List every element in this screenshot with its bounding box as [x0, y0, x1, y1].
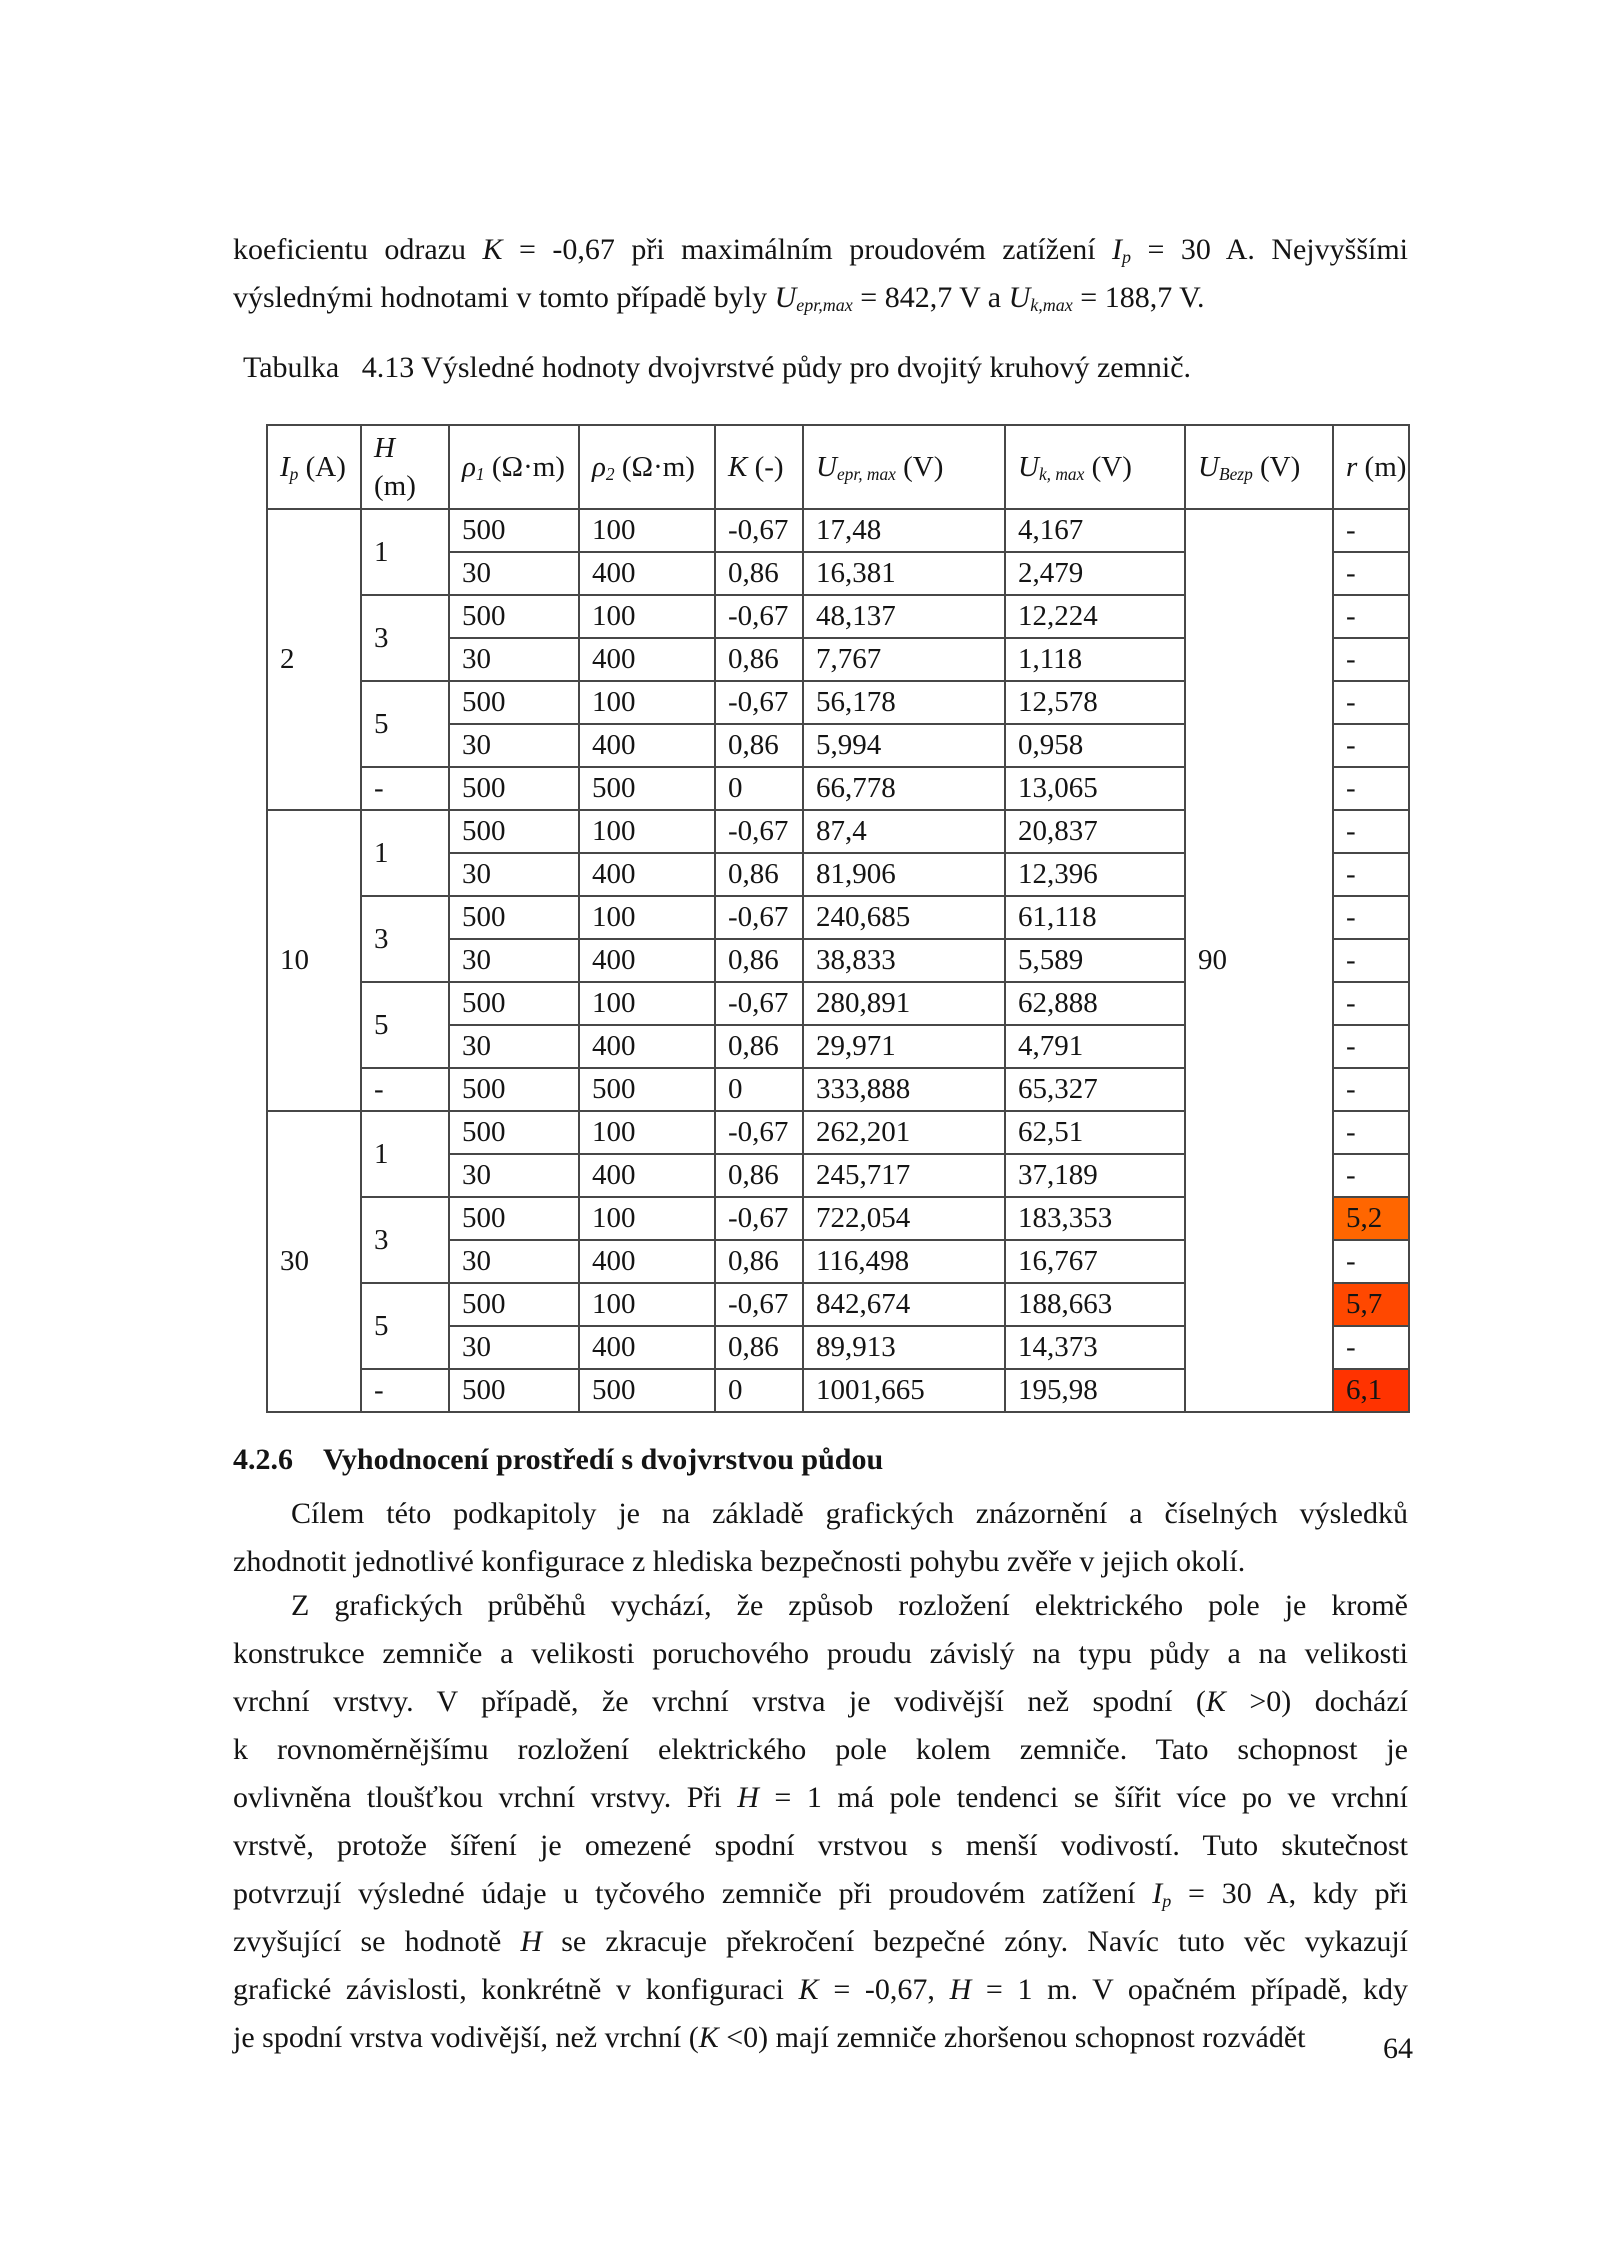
text-run: epr, max — [836, 463, 896, 484]
cell-rho1: 30 — [449, 552, 579, 595]
text-run: 2 — [605, 463, 615, 484]
intro-paragraph — [233, 226, 1408, 322]
cell-uepr-max: 29,971 — [803, 1025, 1005, 1068]
cell-rho1: 500 — [449, 1068, 579, 1111]
cell-k: -0,67 — [715, 1111, 803, 1154]
text-run: potvrzují výsledné údaje u tyčového zemniče při proudovém zatížení — [233, 1877, 1153, 1910]
cell-rho1: 30 — [449, 1326, 579, 1369]
text-line — [243, 344, 1408, 392]
cell-uepr-max: 116,498 — [803, 1240, 1005, 1283]
text-run: H — [949, 1973, 972, 2006]
page-number: 64 — [1383, 2032, 1413, 2065]
text-run — [293, 1443, 323, 1476]
text-run: k rovnoměrnějšímu rozložení elektrického pole kolem zemniče. Tato schopnost je — [233, 1733, 1408, 1766]
text-line — [233, 1490, 1408, 1538]
cell-h: 5 — [361, 681, 449, 767]
cell-ip: 30 — [267, 1111, 361, 1412]
text-run: ovlivněna tloušťkou vrchní vrstvy. Při — [233, 1781, 738, 1814]
cell-rho1: 500 — [449, 896, 579, 939]
text-run: = 1 má pole tendenci se šířit více po ve vrchní — [758, 1781, 1409, 1814]
cell-uepr-max: 81,906 — [803, 853, 1005, 896]
cell-r: - — [1333, 939, 1409, 982]
text-run: Z grafických průběhů vychází, že způsob rozložení elektrického pole je kromě — [291, 1589, 1408, 1622]
cell-rho1: 30 — [449, 1025, 579, 1068]
cell-uk-max: 0,958 — [1005, 724, 1185, 767]
text-run: = 30 A. Nejvyššími — [1131, 233, 1408, 266]
cell-r: - — [1333, 853, 1409, 896]
paragraph-analysis — [233, 1582, 1408, 2062]
cell-ip: 10 — [267, 810, 361, 1111]
text-run: = 30 A, kdy při — [1171, 1877, 1408, 1910]
cell-ip: 2 — [267, 509, 361, 810]
cell-uk-max: 5,589 — [1005, 939, 1185, 982]
text-run: U — [816, 451, 837, 483]
cell-rho2: 400 — [579, 638, 715, 681]
text-line — [233, 1822, 1408, 1870]
text-line — [233, 1918, 1408, 1966]
cell-uk-max: 14,373 — [1005, 1326, 1185, 1369]
cell-h: - — [361, 767, 449, 810]
cell-k: 0 — [715, 1369, 803, 1412]
cell-ubezp: 90 — [1185, 509, 1333, 1412]
header-cell-2 — [449, 425, 579, 509]
cell-rho2: 400 — [579, 853, 715, 896]
text-run: vrstvě, protože šíření je omezené spodní vrstvou s menší vodivostí. Tuto skutečnost — [233, 1829, 1408, 1862]
cell-k: 0,86 — [715, 1326, 803, 1369]
header-cell-4 — [715, 425, 803, 509]
cell-uepr-max: 722,054 — [803, 1197, 1005, 1240]
cell-r: 5,2 — [1333, 1197, 1409, 1240]
text-run: H — [737, 1781, 759, 1814]
cell-uepr-max: 842,674 — [803, 1283, 1005, 1326]
cell-r: - — [1333, 552, 1409, 595]
text-run: zhodnotit jednotlivé konfigurace z hlediska bezpečnosti pohybu zvěře v jejich okolí. — [233, 1545, 1246, 1578]
cell-rho2: 100 — [579, 896, 715, 939]
cell-rho2: 400 — [579, 552, 715, 595]
cell-uepr-max: 17,48 — [803, 509, 1005, 552]
text-line — [233, 1870, 1408, 1918]
cell-k: -0,67 — [715, 509, 803, 552]
cell-k: 0,86 — [715, 552, 803, 595]
cell-h: 3 — [361, 1197, 449, 1283]
text-run: 1 — [475, 463, 485, 484]
results-table — [266, 424, 1410, 1413]
text-run: p — [1122, 246, 1132, 267]
text-run: I — [1112, 233, 1123, 266]
cell-rho1: 500 — [449, 681, 579, 724]
cell-rho1: 30 — [449, 853, 579, 896]
text-run: = 188,7 V. — [1072, 281, 1205, 314]
text-run: (V) — [1252, 451, 1301, 483]
text-run: (Ω·m) — [614, 451, 695, 483]
cell-uepr-max: 48,137 — [803, 595, 1005, 638]
cell-k: 0,86 — [715, 1154, 803, 1197]
cell-uk-max: 183,353 — [1005, 1197, 1185, 1240]
cell-uk-max: 62,888 — [1005, 982, 1185, 1025]
cell-r: 5,7 — [1333, 1283, 1409, 1326]
cell-uepr-max: 280,891 — [803, 982, 1005, 1025]
cell-rho2: 400 — [579, 1326, 715, 1369]
cell-rho2: 400 — [579, 1025, 715, 1068]
cell-uk-max: 195,98 — [1005, 1369, 1185, 1412]
cell-rho1: 500 — [449, 595, 579, 638]
cell-rho2: 100 — [579, 681, 715, 724]
text-run: p — [289, 463, 299, 484]
cell-rho1: 30 — [449, 1240, 579, 1283]
cell-rho2: 500 — [579, 1068, 715, 1111]
text-line — [233, 1436, 1408, 1484]
text-run: U — [1018, 451, 1039, 483]
text-run: (m) — [1357, 451, 1407, 483]
cell-k: 0,86 — [715, 1025, 803, 1068]
header-cell-3 — [579, 425, 715, 509]
cell-uk-max: 16,767 — [1005, 1240, 1185, 1283]
text-run: H — [520, 1925, 543, 1958]
cell-uepr-max: 333,888 — [803, 1068, 1005, 1111]
cell-k: 0,86 — [715, 853, 803, 896]
text-line — [233, 1678, 1408, 1726]
cell-r: - — [1333, 1154, 1409, 1197]
cell-uepr-max: 240,685 — [803, 896, 1005, 939]
text-run: = -0,67 při maximálním proudovém zatížení — [502, 233, 1113, 266]
text-run: Cílem této podkapitoly je na základě grafických znázornění a číselných výsledků — [291, 1497, 1408, 1530]
cell-rho1: 500 — [449, 810, 579, 853]
text-run: Vyhodnocení prostředí s dvojvrstvou půdou — [323, 1443, 884, 1476]
cell-h: 3 — [361, 896, 449, 982]
text-run: >0) dochází — [1225, 1685, 1408, 1718]
cell-r: - — [1333, 1111, 1409, 1154]
cell-uepr-max: 16,381 — [803, 552, 1005, 595]
cell-h: 5 — [361, 982, 449, 1068]
paragraph-goal — [233, 1490, 1408, 1586]
text-run: grafické závislosti, konkrétně v konfiguraci — [233, 1973, 799, 2006]
cell-rho1: 500 — [449, 509, 579, 552]
cell-rho1: 30 — [449, 939, 579, 982]
section-heading — [233, 1436, 1408, 1484]
text-run: (m) — [374, 470, 416, 502]
cell-r: - — [1333, 1025, 1409, 1068]
cell-rho1: 30 — [449, 1154, 579, 1197]
text-line — [233, 274, 1408, 322]
cell-uk-max: 2,479 — [1005, 552, 1185, 595]
cell-h: - — [361, 1068, 449, 1111]
cell-uk-max: 13,065 — [1005, 767, 1185, 810]
header-cell-5 — [803, 425, 1005, 509]
cell-rho2: 100 — [579, 1197, 715, 1240]
text-run: U — [1008, 281, 1031, 314]
table-header-row — [267, 425, 1409, 509]
cell-uepr-max: 56,178 — [803, 681, 1005, 724]
text-line — [233, 226, 1408, 274]
text-run: k, max — [1038, 463, 1085, 484]
cell-uk-max: 12,224 — [1005, 595, 1185, 638]
cell-k: 0,86 — [715, 638, 803, 681]
cell-r: - — [1333, 638, 1409, 681]
table-body — [267, 509, 1409, 1412]
text-line — [233, 1538, 1408, 1586]
text-line — [233, 1630, 1408, 1678]
text-run: U — [774, 281, 797, 314]
cell-rho1: 500 — [449, 982, 579, 1025]
text-line — [233, 1966, 1408, 2014]
cell-rho1: 500 — [449, 1197, 579, 1240]
header-cell-1 — [361, 425, 449, 509]
cell-rho1: 500 — [449, 1111, 579, 1154]
text-run: I — [280, 451, 290, 483]
cell-r: - — [1333, 724, 1409, 767]
text-run: Bezp — [1218, 463, 1253, 484]
cell-k: 0 — [715, 767, 803, 810]
cell-r: - — [1333, 595, 1409, 638]
cell-k: 0,86 — [715, 1240, 803, 1283]
text-run: U — [1198, 451, 1219, 483]
cell-rho2: 100 — [579, 982, 715, 1025]
text-run: <0) mají zemniče zhoršenou schopnost rozvádět — [718, 2021, 1306, 2054]
header-cell-8 — [1333, 425, 1409, 509]
cell-r: - — [1333, 681, 1409, 724]
cell-r: - — [1333, 509, 1409, 552]
cell-r: - — [1333, 1326, 1409, 1369]
text-run: (V) — [895, 451, 944, 483]
cell-uk-max: 62,51 — [1005, 1111, 1185, 1154]
cell-h: - — [361, 1369, 449, 1412]
cell-uepr-max: 66,778 — [803, 767, 1005, 810]
text-run: konstrukce zemniče a velikosti poruchového proudu závislý na typu půdy a na velikosti — [233, 1637, 1408, 1670]
cell-h: 5 — [361, 1283, 449, 1369]
cell-r: - — [1333, 810, 1409, 853]
cell-k: -0,67 — [715, 1197, 803, 1240]
cell-k: -0,67 — [715, 595, 803, 638]
header-cell-6 — [1005, 425, 1185, 509]
table-row — [267, 509, 1409, 552]
text-run: K — [1205, 1685, 1226, 1718]
cell-uepr-max: 262,201 — [803, 1111, 1005, 1154]
cell-k: 0,86 — [715, 724, 803, 767]
text-run: je spodní vrstva vodivější, než vrchní ( — [233, 2021, 699, 2054]
cell-uk-max: 12,578 — [1005, 681, 1185, 724]
cell-r: - — [1333, 1240, 1409, 1283]
text-run: I — [1152, 1877, 1163, 1910]
table-caption — [243, 344, 1408, 392]
cell-uepr-max: 1001,665 — [803, 1369, 1005, 1412]
text-run: ρ — [592, 451, 606, 483]
cell-k: 0,86 — [715, 939, 803, 982]
cell-uk-max: 1,118 — [1005, 638, 1185, 681]
cell-uk-max: 4,791 — [1005, 1025, 1185, 1068]
text-line — [233, 1582, 1408, 1630]
cell-rho2: 500 — [579, 1369, 715, 1412]
cell-h: 1 — [361, 810, 449, 896]
text-run: (V) — [1084, 451, 1132, 483]
cell-uk-max: 37,189 — [1005, 1154, 1185, 1197]
text-run: = -0,67, — [818, 1973, 950, 2006]
text-run: = 842,7 V a — [852, 281, 1009, 314]
text-run: K — [482, 233, 503, 266]
text-run: p — [1162, 1890, 1172, 1911]
cell-rho2: 400 — [579, 724, 715, 767]
cell-rho1: 30 — [449, 638, 579, 681]
cell-uepr-max: 89,913 — [803, 1326, 1005, 1369]
cell-rho2: 100 — [579, 509, 715, 552]
text-run: 4.2.6 — [233, 1443, 293, 1476]
cell-uk-max: 65,327 — [1005, 1068, 1185, 1111]
text-run: koeficientu odrazu — [233, 233, 483, 266]
header-cell-7 — [1185, 425, 1333, 509]
cell-rho1: 30 — [449, 724, 579, 767]
cell-rho2: 400 — [579, 939, 715, 982]
cell-rho2: 400 — [579, 1240, 715, 1283]
text-run: (-) — [747, 451, 784, 483]
text-run: r — [1346, 451, 1358, 483]
text-run: (A) — [298, 451, 346, 483]
cell-h: 3 — [361, 595, 449, 681]
cell-uepr-max: 38,833 — [803, 939, 1005, 982]
cell-k: 0 — [715, 1068, 803, 1111]
cell-uk-max: 188,663 — [1005, 1283, 1185, 1326]
text-run: H — [374, 432, 395, 464]
cell-rho1: 500 — [449, 1283, 579, 1326]
cell-k: -0,67 — [715, 896, 803, 939]
text-run: epr,max — [796, 294, 853, 315]
text-run: zvyšující se hodnotě — [233, 1925, 521, 1958]
cell-h: 1 — [361, 1111, 449, 1197]
cell-h: 1 — [361, 509, 449, 595]
cell-k: -0,67 — [715, 982, 803, 1025]
text-run: 4.13 Výsledné hodnoty dvojvrstvé půdy pro dvojitý kruhový zemnič. — [339, 351, 1192, 384]
cell-uepr-max: 7,767 — [803, 638, 1005, 681]
text-run: se zkracuje překročení bezpečné zóny. Navíc tuto věc vykazují — [542, 1925, 1409, 1958]
cell-k: -0,67 — [715, 681, 803, 724]
cell-uepr-max: 87,4 — [803, 810, 1005, 853]
text-run: (Ω·m) — [484, 451, 565, 483]
text-run: = 1 m. V opačném případě, kdy — [971, 1973, 1408, 2006]
cell-rho2: 500 — [579, 767, 715, 810]
text-run: výslednými hodnotami v tomto případě byly — [233, 281, 775, 314]
cell-rho2: 100 — [579, 810, 715, 853]
cell-r: - — [1333, 1068, 1409, 1111]
text-line — [233, 1774, 1408, 1822]
text-run: K — [728, 451, 748, 483]
cell-rho2: 100 — [579, 1111, 715, 1154]
cell-k: -0,67 — [715, 810, 803, 853]
cell-r: 6,1 — [1333, 1369, 1409, 1412]
cell-rho1: 500 — [449, 767, 579, 810]
cell-r: - — [1333, 767, 1409, 810]
cell-rho2: 100 — [579, 595, 715, 638]
text-run: ρ — [462, 451, 476, 483]
cell-uk-max: 12,396 — [1005, 853, 1185, 896]
cell-uk-max: 20,837 — [1005, 810, 1185, 853]
cell-r: - — [1333, 982, 1409, 1025]
header-cell-0 — [267, 425, 361, 509]
text-run: Tabulka — [243, 351, 340, 384]
cell-rho2: 400 — [579, 1154, 715, 1197]
cell-uk-max: 61,118 — [1005, 896, 1185, 939]
text-run: K — [798, 1973, 819, 2006]
cell-rho1: 500 — [449, 1369, 579, 1412]
cell-rho2: 100 — [579, 1283, 715, 1326]
text-line — [233, 1726, 1408, 1774]
cell-k: -0,67 — [715, 1283, 803, 1326]
cell-uepr-max: 5,994 — [803, 724, 1005, 767]
cell-uk-max: 4,167 — [1005, 509, 1185, 552]
cell-uepr-max: 245,717 — [803, 1154, 1005, 1197]
cell-r: - — [1333, 896, 1409, 939]
text-run: k,max — [1030, 294, 1073, 315]
text-run: K — [698, 2021, 719, 2054]
text-run: vrchní vrstvy. V případě, že vrchní vrstva je vodivější než spodní ( — [233, 1685, 1206, 1718]
